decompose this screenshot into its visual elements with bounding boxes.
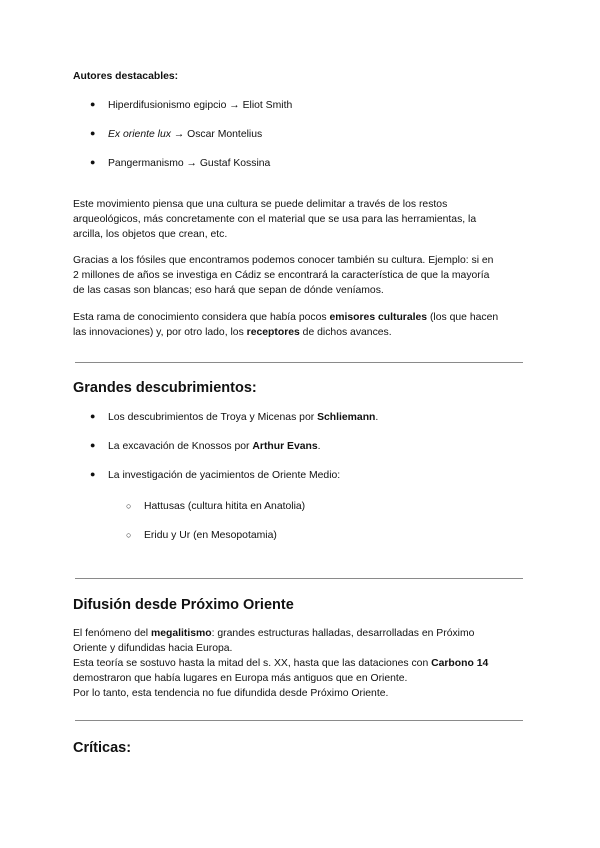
- emphasis-term: receptores: [246, 327, 300, 338]
- text-run: La excavación de Knossos por: [108, 441, 253, 452]
- diffusion-line-5: Por lo tanto, esta tendencia no fue difundida desde Próximo Oriente.: [73, 688, 389, 699]
- sub-bullet-icon: ○: [126, 501, 132, 511]
- emphasis-term: Schliemann: [317, 412, 376, 423]
- sub-bullet-icon: ○: [126, 530, 132, 540]
- author-term: Hiperdifusionismo egipcio: [108, 100, 227, 111]
- author-term: Ex oriente lux: [108, 129, 171, 140]
- author-item-3: [108, 157, 270, 171]
- text-run: las innovaciones) y, por otro lado, los: [73, 327, 247, 338]
- section-divider: [75, 720, 523, 721]
- authors-heading: Autores destacables:: [73, 71, 179, 82]
- discovery-item-3: La investigación de yacimientos de Oriente Medio:: [108, 470, 341, 481]
- arrow-icon: →: [226, 100, 243, 111]
- bullet-icon: ●: [90, 411, 96, 421]
- bullet-icon: ●: [90, 469, 96, 479]
- text-run: Los descubrimientos de Troya y Micenas por: [108, 412, 318, 423]
- emphasis-term: Carbono 14: [431, 658, 489, 669]
- author-item-1: [108, 99, 292, 113]
- bullet-icon: ●: [90, 440, 96, 450]
- text-run: : grandes estructuras halladas, desarrolladas en Próximo: [211, 628, 475, 639]
- discoveries-heading: Grandes descubrimientos:: [73, 380, 257, 396]
- bullet-icon: ●: [90, 157, 96, 167]
- diffusion-line-2: Oriente y difundidas hacia Europa.: [73, 643, 233, 654]
- diffusion-line-4: demostraron que había lugares en Europa más antiguos que en Oriente.: [73, 673, 408, 684]
- paragraph-1-line-1: Este movimiento piensa que una cultura se puede delimitar a través de los restos: [73, 199, 448, 210]
- author-name: Gustaf Kossina: [199, 158, 271, 169]
- diffusion-heading: Difusión desde Próximo Oriente: [73, 597, 294, 613]
- paragraph-1-line-3: arcilla, los objetos que crean, etc.: [73, 229, 228, 240]
- bullet-icon: ●: [90, 99, 96, 109]
- paragraph-3-line-1: [73, 311, 498, 325]
- discovery-subitem-1: Hattusas (cultura hitita en Anatolia): [144, 501, 306, 512]
- bullet-icon: ●: [90, 128, 96, 138]
- emphasis-term: emisores culturales: [329, 312, 428, 323]
- author-name: Eliot Smith: [242, 100, 293, 111]
- text-run: Esta rama de conocimiento considera que había pocos: [73, 312, 330, 323]
- author-name: Oscar Montelius: [187, 129, 263, 140]
- text-run: .: [375, 412, 379, 423]
- text-run: de dichos avances.: [299, 327, 392, 338]
- text-run: El fenómeno del: [73, 628, 151, 639]
- paragraph-3-line-2: [73, 326, 392, 340]
- arrow-icon: →: [183, 158, 200, 169]
- critics-heading: Críticas:: [73, 740, 132, 756]
- emphasis-term: megalitismo: [150, 628, 212, 639]
- section-divider: [75, 578, 523, 579]
- text-run: .: [317, 441, 321, 452]
- paragraph-2-line-1: Gracias a los fósiles que encontramos podemos conocer también su cultura. Ejemplo: si en: [73, 255, 494, 266]
- discovery-item-2: [108, 440, 321, 454]
- paragraph-2-line-3: de las casas son blancas; eso hará que sepan de dónde veníamos.: [73, 285, 384, 296]
- discovery-item-1: [108, 411, 378, 425]
- paragraph-1-line-2: arqueológicos, más concretamente con el material que se usa para las herramientas, la: [73, 214, 477, 225]
- text-run: (los que hacen: [427, 312, 499, 323]
- arrow-icon: →: [170, 129, 188, 140]
- author-term: Pangermanismo: [108, 158, 184, 169]
- diffusion-line-1: [73, 627, 474, 641]
- discovery-subitem-2: Eridu y Ur (en Mesopotamia): [144, 530, 277, 541]
- paragraph-2-line-2: 2 millones de años se investiga en Cádiz se encontrará la característica de que la mayoría: [73, 270, 490, 281]
- emphasis-term: Arthur Evans: [252, 441, 318, 452]
- section-divider: [75, 362, 523, 363]
- text-run: Esta teoría se sostuvo hasta la mitad del s. XX, hasta que las dataciones con: [73, 658, 432, 669]
- author-item-2: [108, 128, 262, 142]
- diffusion-line-3: [73, 657, 488, 671]
